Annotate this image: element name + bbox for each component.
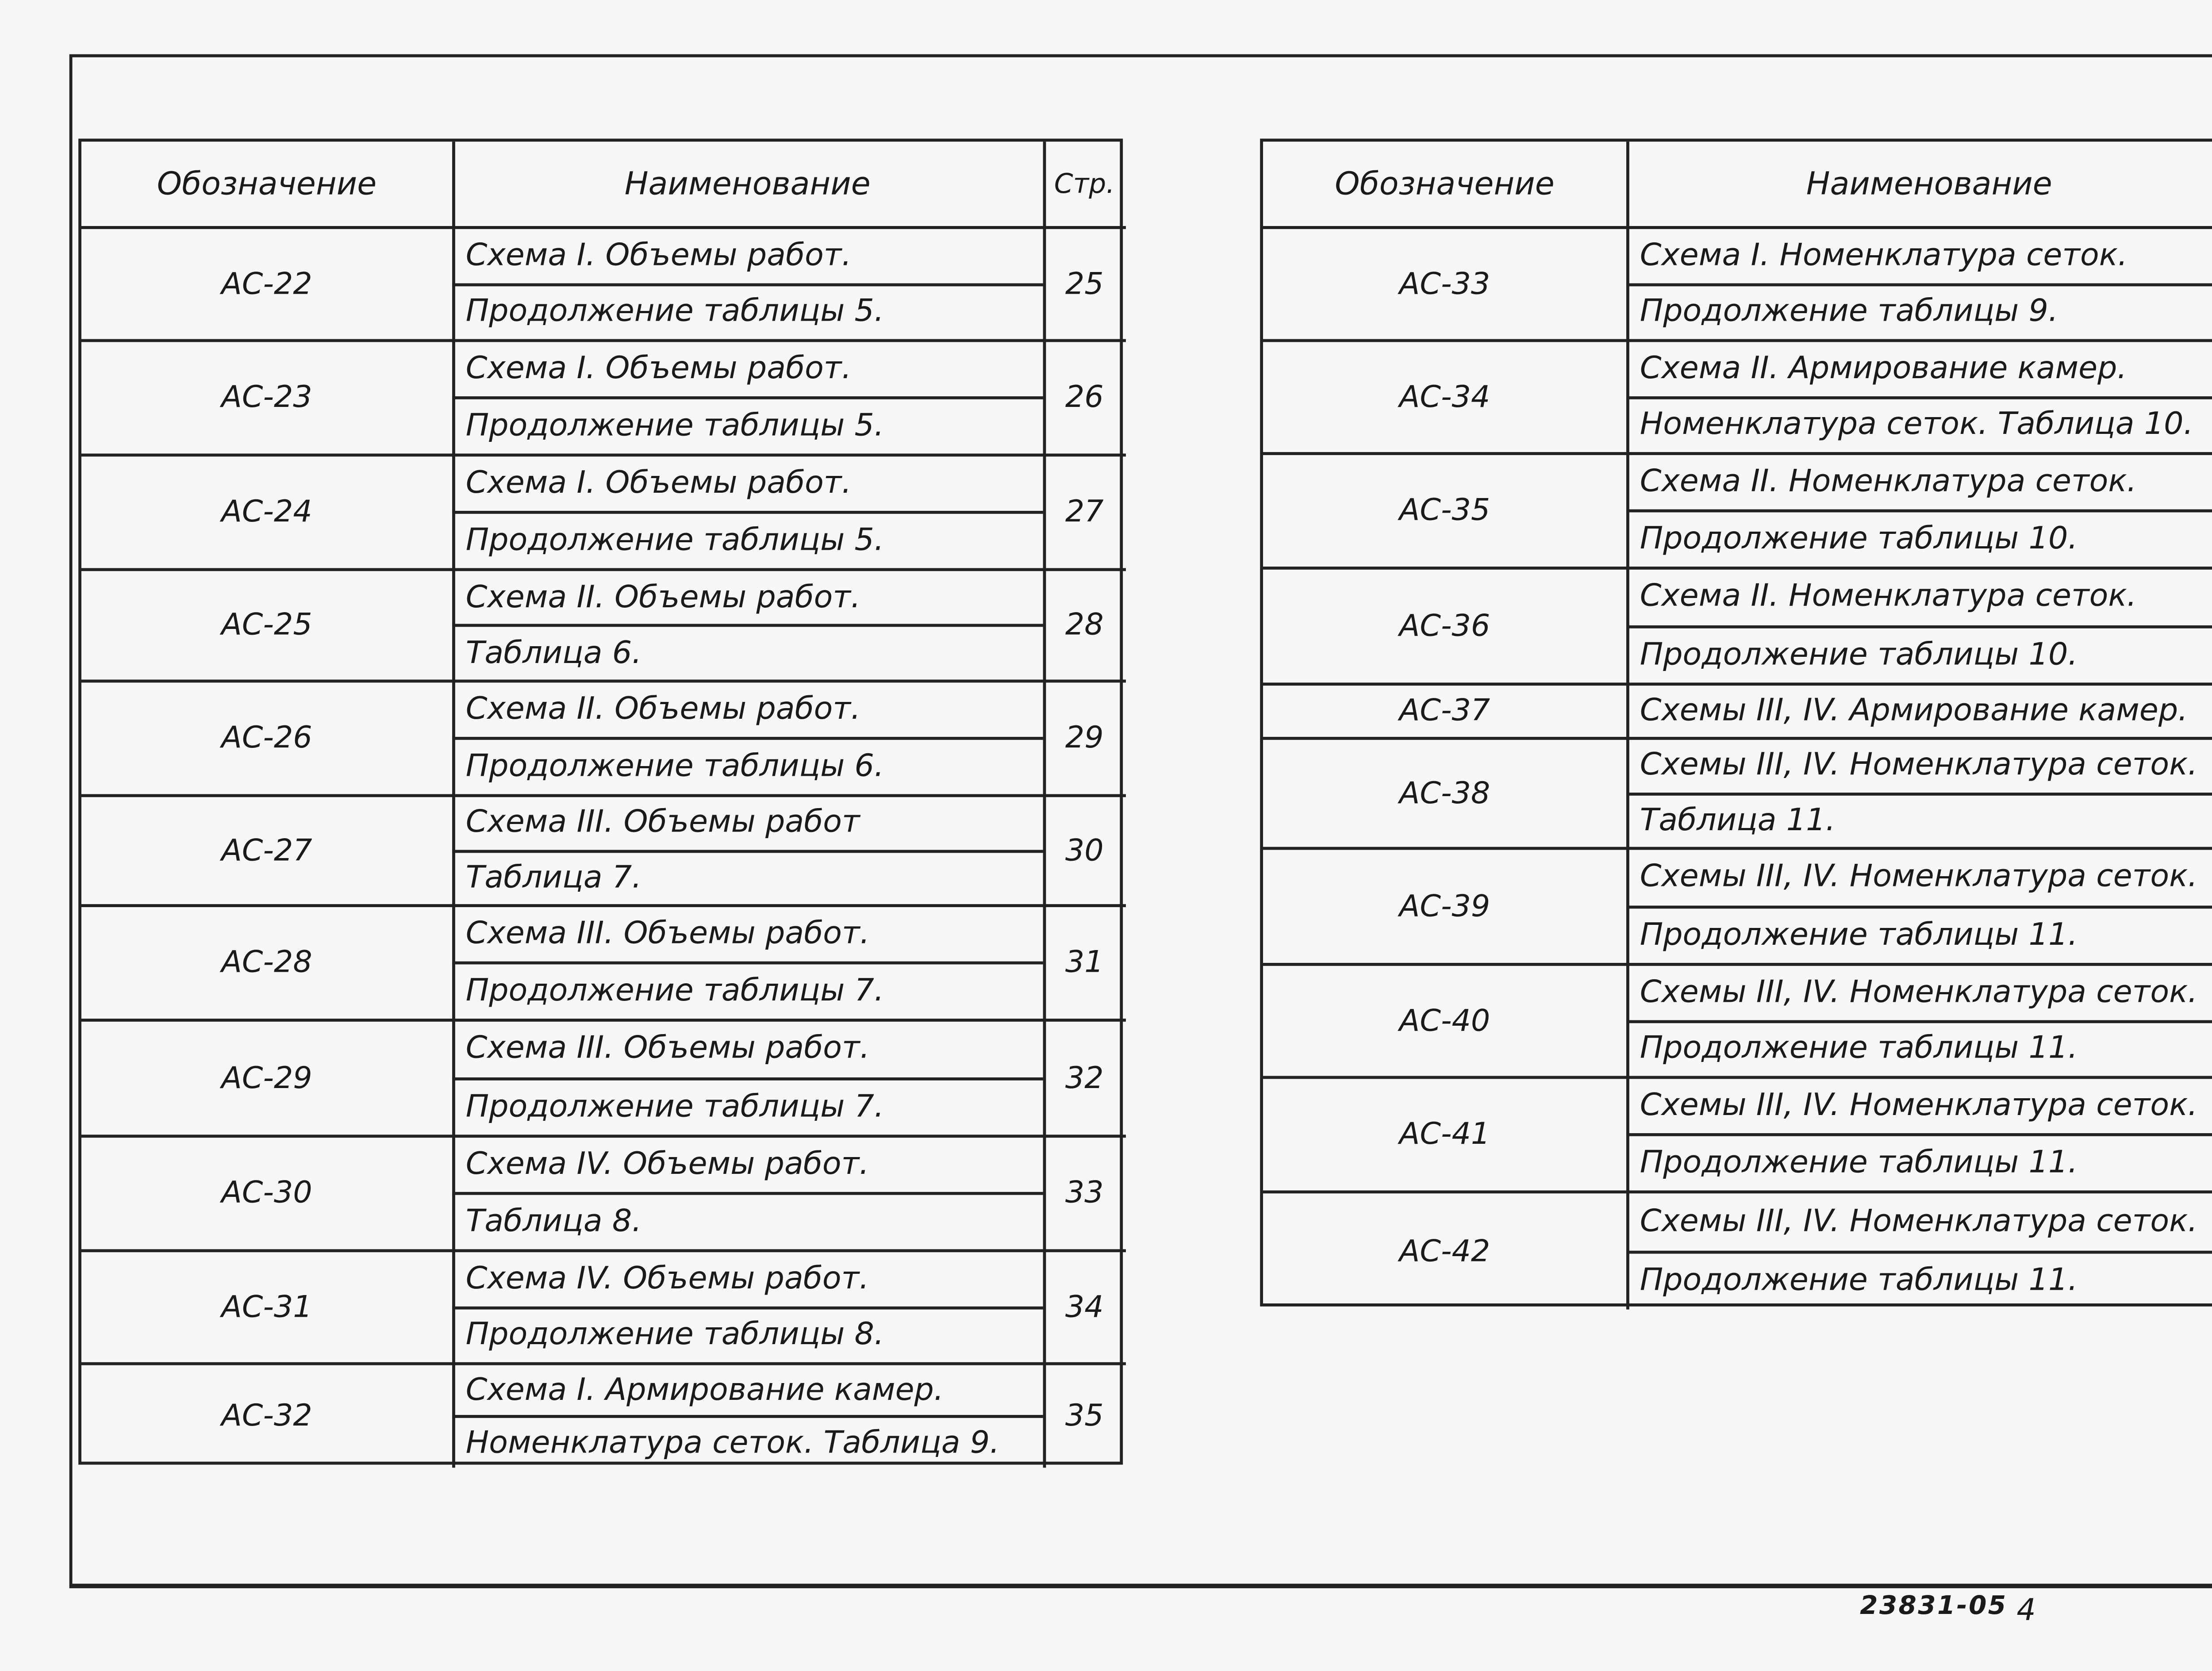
row-designation: АС-24 [221,493,312,529]
header-name: Наименование [1806,165,2052,202]
row-designation: АС-37 [1399,691,1490,728]
header-designation: Обозначение [1335,165,1555,202]
sheet-number: 4 [2016,1591,2036,1628]
row-page: 31 [1065,943,1104,980]
row-designation: АС-40 [1399,1001,1490,1038]
row-name-line: Продолжение таблицы 5. [465,292,884,329]
row-name-line: Продолжение таблицы 7. [465,972,884,1008]
row-designation: АС-33 [1399,264,1490,301]
row-name-line: Продолжение таблицы 7. [465,1087,884,1124]
row-page: 29 [1065,719,1104,755]
row-page: 34 [1065,1288,1104,1324]
row-designation: АС-39 [1399,886,1490,923]
row-name-line: Продолжение таблицы 5. [465,521,884,558]
row-designation: АС-28 [221,943,312,980]
row-designation: АС-22 [221,264,312,301]
row-name-line: Схема II. Объемы работ. [465,690,861,727]
row-name-line: Номенклатура сеток. Таблица 10. [1640,406,2193,442]
row-name-line: Схема I. Номенклатура сеток. [1640,236,2128,272]
header-designation: Обозначение [157,165,377,202]
row-page: 33 [1065,1173,1104,1210]
header-page: Стр. [1054,168,1115,200]
row-name-line: Продолжение таблицы 11. [1640,1261,2078,1298]
row-name-line: Схема IV. Объемы работ. [465,1259,869,1296]
row-name-line: Схемы III, IV. Номенклатура сеток. [1640,1086,2198,1123]
row-name-line: Схема III. Объемы работ [465,803,860,840]
row-name-line: Схема I. Объемы работ. [465,236,852,272]
row-name-line: Номенклатура сеток. Таблица 9. [465,1423,1000,1460]
row-name-line: Продолжение таблицы 10. [1640,635,2078,672]
row-page: 30 [1065,831,1104,867]
row-name-line: Схема III. Объемы работ. [465,914,870,951]
row-page: 25 [1065,264,1104,301]
row-name-line: Схема III. Объемы работ. [465,1029,870,1066]
row-designation: АС-27 [221,831,312,867]
row-name-line: Продолжение таблицы 8. [465,1316,884,1352]
row-designation: АС-36 [1399,606,1490,643]
row-designation: АС-26 [221,719,312,755]
row-name-line: Продолжение таблицы 11. [1640,1143,2078,1180]
row-name-line: Схема I. Армирование камер. [465,1370,944,1407]
header-name: Наименование [624,165,871,202]
row-designation: АС-23 [221,378,312,414]
row-designation: АС-25 [221,606,312,642]
row-name-line: Продолжение таблицы 11. [1640,1029,2078,1066]
row-name-line: Схема II. Номенклатура сеток. [1640,577,2137,614]
row-page: 27 [1065,493,1104,529]
row-name-line: Продолжение таблицы 10. [1640,520,2078,556]
row-designation: АС-30 [221,1173,312,1210]
row-designation: АС-31 [221,1288,312,1324]
contents-table-right [1260,138,2212,1306]
document-code: 23831-05 [1860,1591,2008,1621]
row-name-line: Схема II. Объемы работ. [465,578,861,614]
row-name-line: Схема II. Армирование камер. [1640,349,2127,386]
row-page: 28 [1065,606,1104,642]
row-page: 26 [1065,378,1104,414]
row-name-line: Продолжение таблицы 5. [465,406,884,443]
row-designation: АС-35 [1399,491,1490,528]
row-name-line: Таблица 11. [1640,801,1836,838]
row-name-line: Таблица 8. [465,1202,642,1239]
row-name-line: Таблица 7. [465,858,642,895]
row-name-line: Таблица 6. [465,633,642,670]
row-name-line: Схема II. Номенклатура сеток. [1640,462,2137,499]
row-page: 35 [1065,1397,1104,1433]
row-designation: АС-32 [221,1397,312,1433]
row-designation: АС-34 [1399,377,1490,414]
row-name-line: Схемы III, IV. Номенклатура сеток. [1640,746,2198,783]
row-name-line: Схема I. Объемы работ. [465,349,852,386]
row-name-line: Схема I. Объемы работ. [465,464,852,501]
row-name-line: Продолжение таблицы 11. [1640,916,2078,952]
row-designation: АС-41 [1399,1115,1490,1151]
row-designation: АС-38 [1399,774,1490,810]
row-name-line: Схемы III, IV. Номенклатура сеток. [1640,1202,2198,1238]
row-name-line: Схемы III, IV. Армирование камер. [1640,691,2188,728]
contents-table-left [78,138,1123,1464]
row-name-line: Продолжение таблицы 9. [1640,292,2058,329]
row-page: 32 [1065,1058,1104,1095]
row-designation: АС-42 [1399,1232,1490,1268]
row-name-line: Продолжение таблицы 6. [465,747,884,784]
row-name-line: Схемы III, IV. Номенклатура сеток. [1640,973,2198,1009]
row-name-line: Схема IV. Объемы работ. [465,1145,869,1182]
row-designation: АС-29 [221,1058,312,1095]
row-name-line: Схемы III, IV. Номенклатура сеток. [1640,858,2198,894]
